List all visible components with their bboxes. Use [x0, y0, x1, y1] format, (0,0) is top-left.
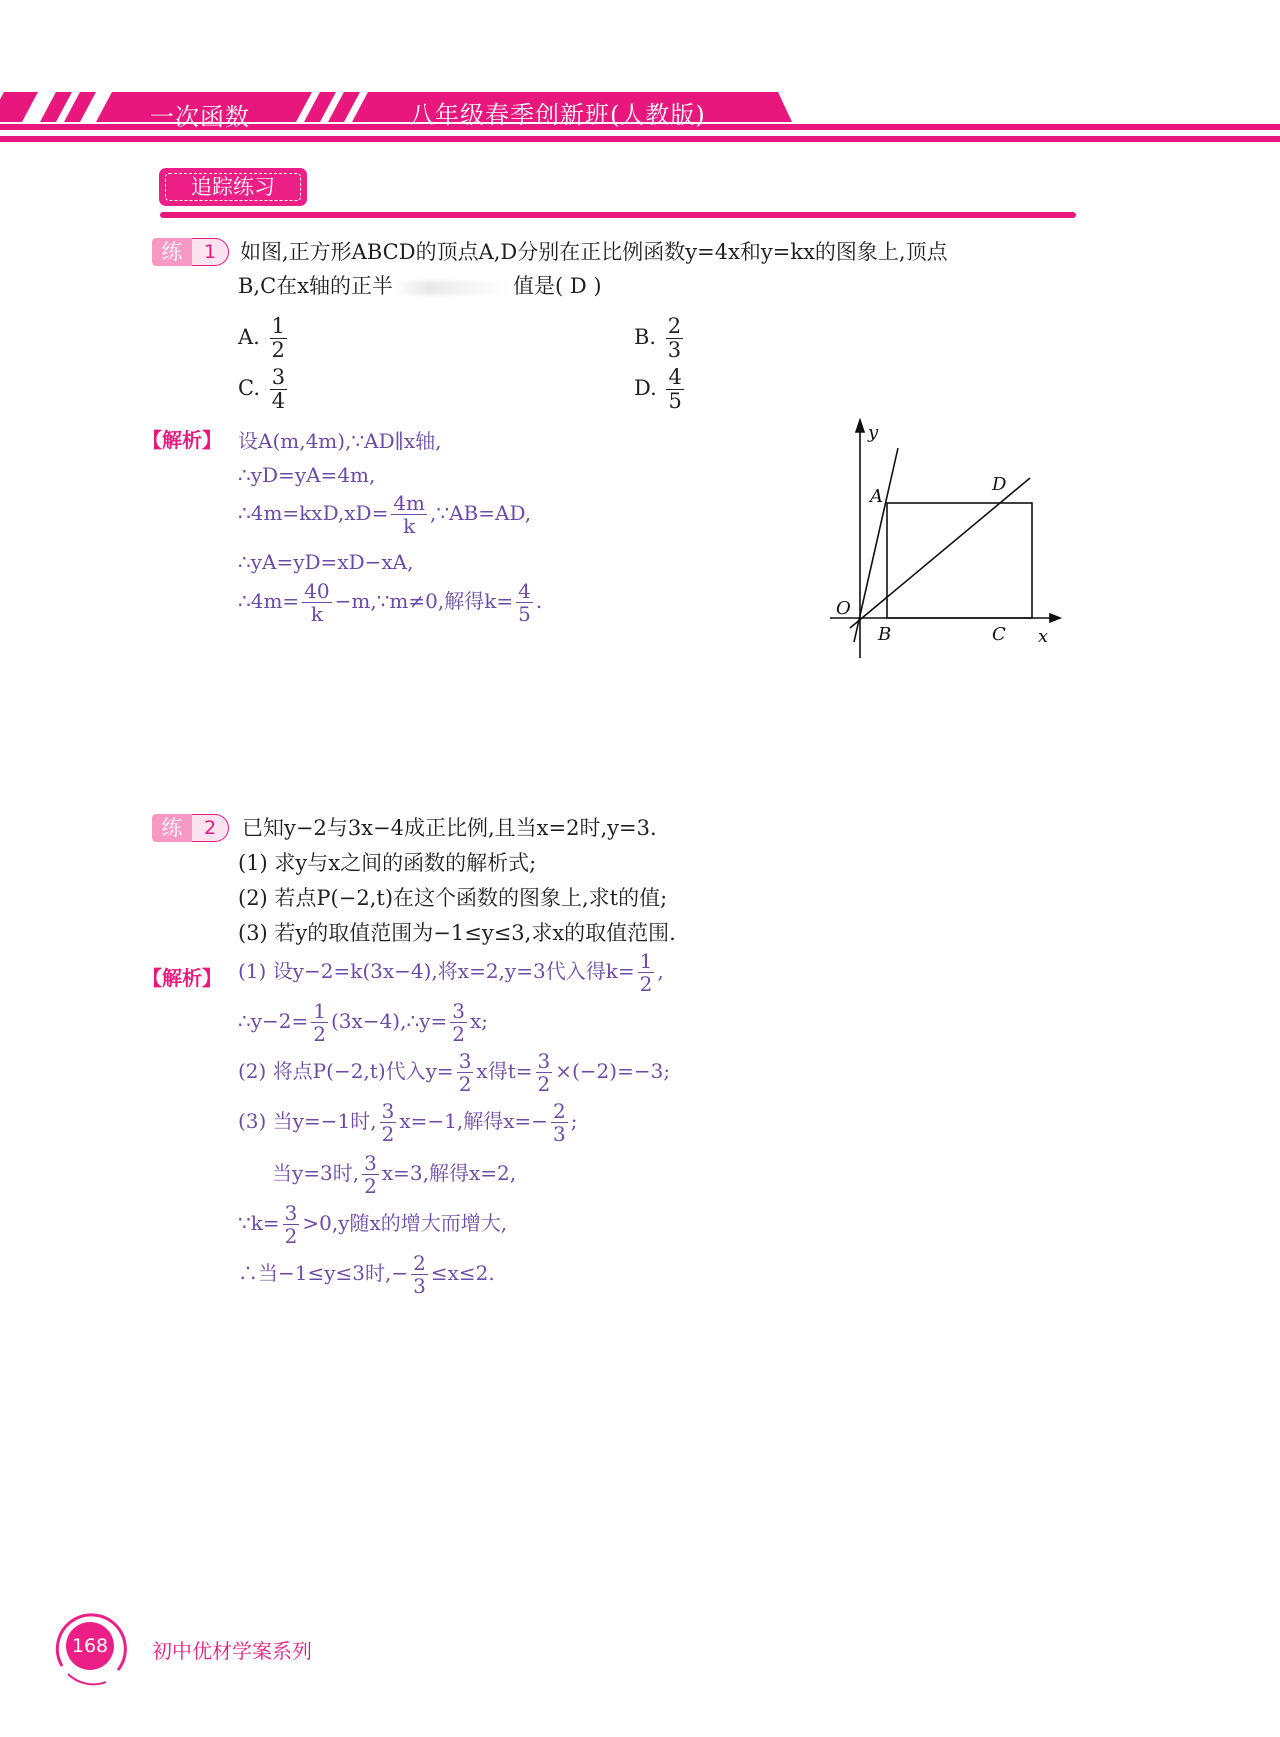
text: ; [570, 1109, 578, 1133]
denominator: 3 [553, 1122, 566, 1146]
y-axis-arrow [856, 420, 864, 432]
ex1-text-line2-end: 值是( D ) [513, 274, 602, 298]
text: ∴y−2= [238, 1009, 309, 1033]
ex1-sol-line3 [238, 492, 531, 537]
text: x; [469, 1009, 488, 1033]
option-fraction [270, 315, 287, 362]
page-number: 168 [66, 1622, 114, 1670]
label-c: C [992, 624, 1006, 645]
option-d[interactable] [634, 366, 687, 413]
ex2-stem: 已知y−2与3x−4成正比例,且当x=2时,y=3. [242, 816, 657, 840]
numerator: 4 [518, 579, 531, 603]
denominator: 2 [271, 338, 285, 363]
fraction [380, 1100, 397, 1145]
ex1-text-line2 [238, 270, 602, 302]
geometry-figure [820, 418, 1070, 668]
denominator: 5 [668, 389, 682, 414]
text: x=−1,解得x=− [399, 1109, 548, 1133]
fraction [311, 1000, 328, 1045]
text: x=3,解得x=2, [381, 1161, 517, 1185]
ex1-sol-line1: 设A(m,4m),∵AD∥x轴, [238, 429, 442, 453]
ex1-sol-line3-a: ∴4m=kxD,xD= [238, 501, 389, 525]
ex2-question-2: (2) 若点P(−2,t)在这个函数的图象上,求t的值; [238, 886, 668, 910]
ex2-sol-line6 [238, 1202, 507, 1247]
numerator: 3 [452, 999, 465, 1023]
numerator: 3 [284, 1201, 298, 1225]
label-o: O [836, 598, 851, 619]
numerator: 1 [271, 314, 285, 338]
denominator: 2 [364, 1174, 377, 1198]
numerator: 4 [668, 365, 682, 389]
section-tag-label: 追踪练习 [165, 173, 301, 201]
text: (3x−4),∴y= [331, 1009, 448, 1033]
fraction [391, 492, 427, 537]
square-abcd [887, 503, 1032, 618]
label-d: D [992, 474, 1007, 495]
section-rule [160, 212, 1076, 218]
denominator: 5 [518, 602, 531, 626]
numerator: 40 [304, 579, 330, 603]
numerator: 4m [393, 491, 426, 515]
exercise-label-number: 1 [192, 238, 229, 266]
ex1-sol-line5 [238, 580, 542, 625]
option-letter: D. [634, 376, 657, 401]
numerator: 2 [413, 1251, 426, 1275]
fraction [457, 1050, 474, 1095]
ex1-text-line1: 如图,正方形ABCD的顶点A,D分别在正比例函数y=4x和y=kx的图象上,顶点 [240, 240, 948, 264]
numerator: 1 [313, 999, 326, 1023]
fraction [411, 1252, 428, 1297]
ex1-sol-line4: ∴yA=yD=xD−xA, [238, 550, 414, 574]
fraction [283, 1202, 300, 1247]
numerator: 3 [271, 365, 286, 389]
option-b[interactable] [634, 315, 686, 362]
label-x: x [1038, 626, 1049, 647]
ex1-sol-line3-b: ,∵AB=AD, [430, 501, 532, 525]
exercise-label-zh: 练 [152, 238, 192, 266]
denominator: 2 [452, 1022, 465, 1046]
option-a[interactable] [238, 315, 290, 362]
denominator: k [403, 514, 416, 538]
fraction [362, 1152, 379, 1197]
text: ∴当−1≤y≤3时,− [238, 1261, 409, 1285]
fraction [536, 1050, 553, 1095]
denominator: 2 [313, 1022, 326, 1046]
ex2-sol-line5 [272, 1152, 516, 1197]
fraction [450, 1000, 467, 1045]
text: ∵k= [238, 1211, 280, 1235]
text: ≤x≤2. [430, 1261, 495, 1285]
fraction [551, 1100, 568, 1145]
text: , [657, 959, 664, 983]
fraction [302, 580, 331, 625]
footer-series: 初中优材学案系列 [152, 1639, 312, 1663]
option-letter: C. [238, 376, 260, 401]
ex2-question-1: (1) 求y与x之间的函数的解析式; [238, 851, 537, 875]
ex2-solution-label: 【解析】 [142, 966, 222, 990]
text: x得t= [476, 1059, 533, 1083]
header-course: 八年级春季创新班(人教版) [410, 101, 706, 129]
denominator: 3 [667, 338, 682, 363]
fraction [638, 950, 655, 995]
exercise-label-zh: 练 [152, 814, 192, 842]
denominator: 3 [413, 1274, 426, 1298]
ex2-sol-line3 [238, 1050, 670, 1095]
numerator: 3 [537, 1049, 551, 1073]
text: ×(−2)=−3; [555, 1059, 671, 1083]
denominator: 2 [381, 1122, 395, 1146]
text: (1) 设y−2=k(3x−4),将x=2,y=3代入得k= [238, 959, 635, 983]
ex1-sol-line5-c: . [535, 589, 543, 613]
ex2-sol-line2 [238, 1000, 488, 1045]
option-fraction [666, 315, 683, 362]
denominator: 2 [639, 972, 653, 996]
header-chapter: 一次函数 [150, 103, 250, 131]
ex2-sol-line7 [238, 1252, 495, 1297]
numerator: 3 [381, 1099, 395, 1123]
fraction [516, 580, 533, 625]
denominator: k [310, 602, 323, 626]
section-tag [160, 169, 306, 205]
text: (2) 将点P(−2,t)代入y= [238, 1059, 454, 1083]
x-axis-arrow [1050, 614, 1060, 622]
label-b: B [878, 624, 892, 645]
label-y: y [868, 422, 879, 443]
ex1-sol-line5-b: −m,∵m≠0,解得k= [334, 589, 514, 613]
option-letter: B. [634, 325, 657, 350]
numerator: 2 [553, 1099, 566, 1123]
numerator: 3 [364, 1151, 377, 1175]
denominator: 4 [271, 389, 286, 414]
option-c[interactable] [238, 366, 290, 413]
ex2-sol-line1 [238, 950, 664, 995]
exercise-label-number: 2 [192, 814, 229, 842]
text: >0,y随x的增大而增大, [302, 1211, 508, 1235]
option-fraction [270, 366, 287, 413]
ex1-solution-label: 【解析】 [142, 428, 222, 452]
numerator: 3 [458, 1049, 472, 1073]
ex1-sol-line5-a: ∴4m= [238, 589, 300, 613]
denominator: 2 [458, 1072, 472, 1096]
label-a: A [870, 486, 883, 507]
option-fraction [666, 366, 683, 413]
ex2-sol-line4 [238, 1100, 577, 1145]
numerator: 1 [639, 949, 653, 973]
ex2-question-3: (3) 若y的取值范围为−1≤y≤3,求x的取值范围. [238, 921, 676, 945]
redacted-area [393, 281, 513, 295]
text: 当y=3时, [272, 1161, 360, 1185]
ex1-text-line2-start: B,C在x轴的正半 [238, 274, 394, 298]
numerator: 2 [667, 314, 682, 338]
ex1-sol-line2: ∴yD=yA=4m, [238, 463, 376, 487]
denominator: 2 [284, 1224, 298, 1248]
text: (3) 当y=−1时, [238, 1109, 377, 1133]
denominator: 2 [537, 1072, 551, 1096]
option-letter: A. [238, 325, 260, 350]
